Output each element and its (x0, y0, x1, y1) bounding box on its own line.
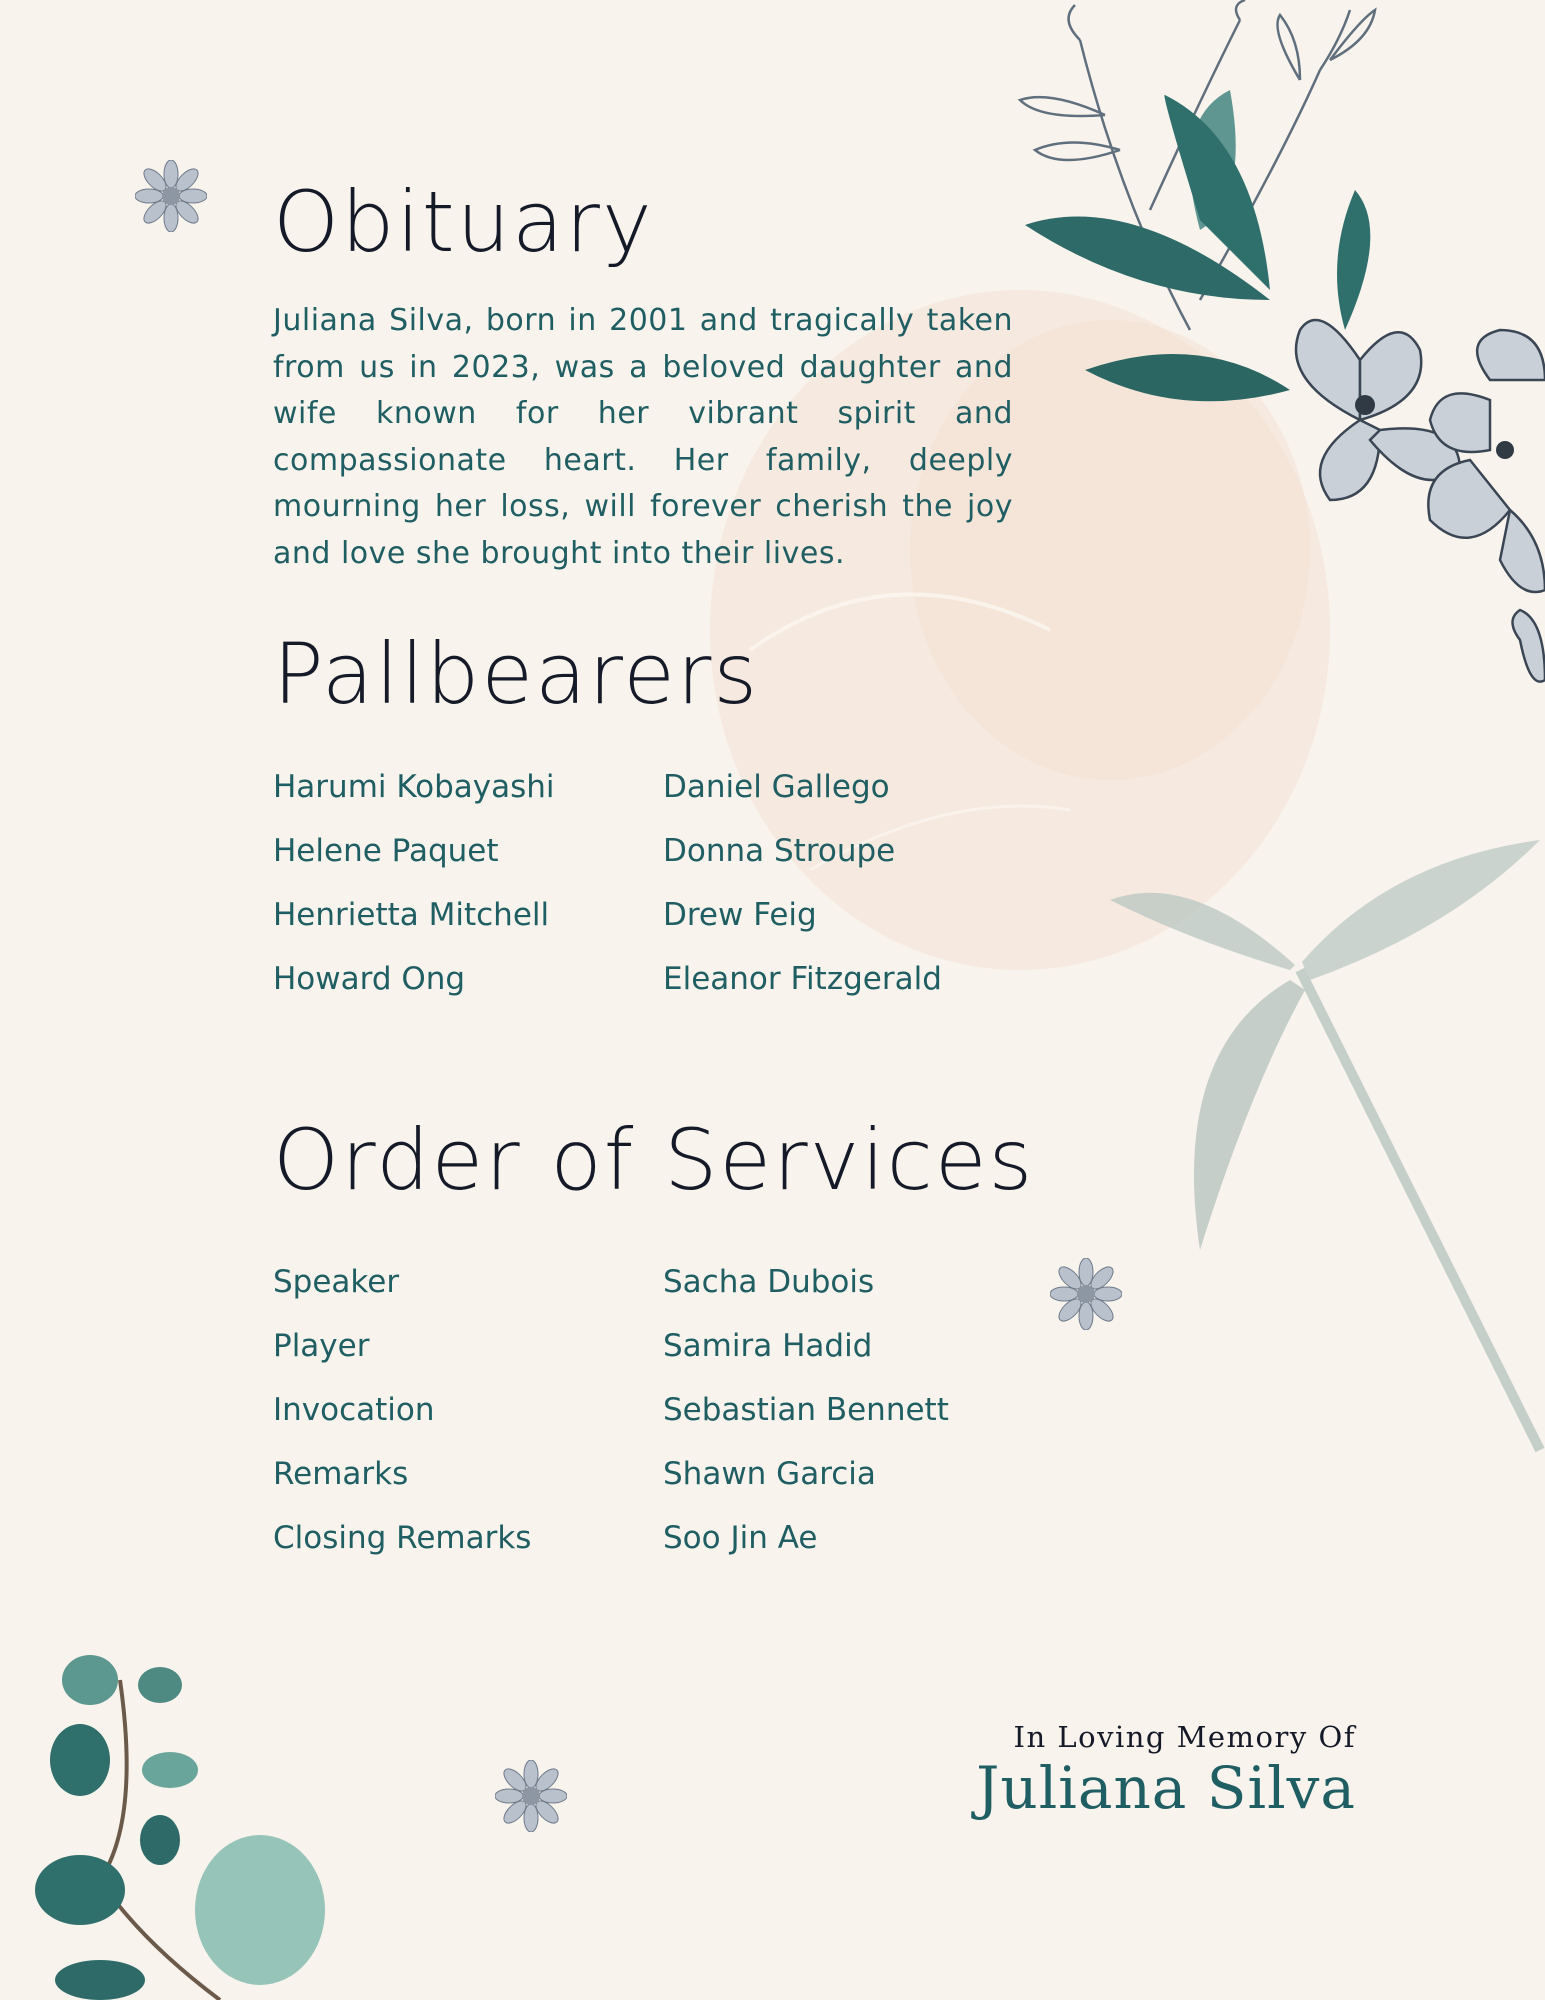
service-role: Speaker (273, 1264, 400, 1300)
service-role: Remarks (273, 1456, 409, 1492)
memorial-label: In Loving Memory Of (1013, 1720, 1356, 1754)
memorial-block (976, 1720, 1356, 1822)
service-role: Player (273, 1328, 370, 1364)
service-role: Closing Remarks (273, 1520, 532, 1556)
service-names-list (663, 1250, 949, 1570)
pallbearers-heading: Pallbearers (273, 625, 760, 723)
daisy-icon (1050, 1258, 1122, 1330)
daisy-icon (495, 1760, 567, 1832)
service-person: Sebastian Bennett (663, 1392, 949, 1428)
pallbearers-list-right (663, 755, 942, 1011)
service-roles-list (273, 1250, 531, 1570)
pallbearer-name: Harumi Kobayashi (273, 769, 555, 805)
service-person: Sacha Dubois (663, 1264, 875, 1300)
floral-bouquet-illustration (1000, 0, 1545, 700)
pallbearer-name: Drew Feig (663, 897, 817, 933)
pallbearer-name: Eleanor Fitzgerald (663, 961, 942, 997)
pallbearer-name: Helene Paquet (273, 833, 499, 869)
pallbearer-name: Daniel Gallego (663, 769, 890, 805)
service-role: Invocation (273, 1392, 435, 1428)
service-person: Samira Hadid (663, 1328, 873, 1364)
service-person: Soo Jin Ae (663, 1520, 818, 1556)
eucalyptus-illustration (0, 1640, 360, 2000)
daisy-icon (135, 160, 207, 232)
memorial-name: Juliana Silva (976, 1754, 1356, 1822)
pallbearers-list-left (273, 755, 555, 1011)
pallbearer-name: Howard Ong (273, 961, 466, 997)
order-of-services-heading: Order of Services (273, 1111, 1035, 1209)
obituary-heading: Obituary (273, 173, 654, 271)
pallbearer-name: Donna Stroupe (663, 833, 896, 869)
obituary-text: Juliana Silva, born in 2001 and tragically taken from us in 2023, was a beloved daughter and wife known for her vibrant spirit and compassionate heart. Her family, deeply mourning her loss, will forever cherish the joy and love she brought into their lives. (273, 303, 1013, 571)
pallbearer-name: Henrietta Mitchell (273, 897, 550, 933)
service-person: Shawn Garcia (663, 1456, 876, 1492)
